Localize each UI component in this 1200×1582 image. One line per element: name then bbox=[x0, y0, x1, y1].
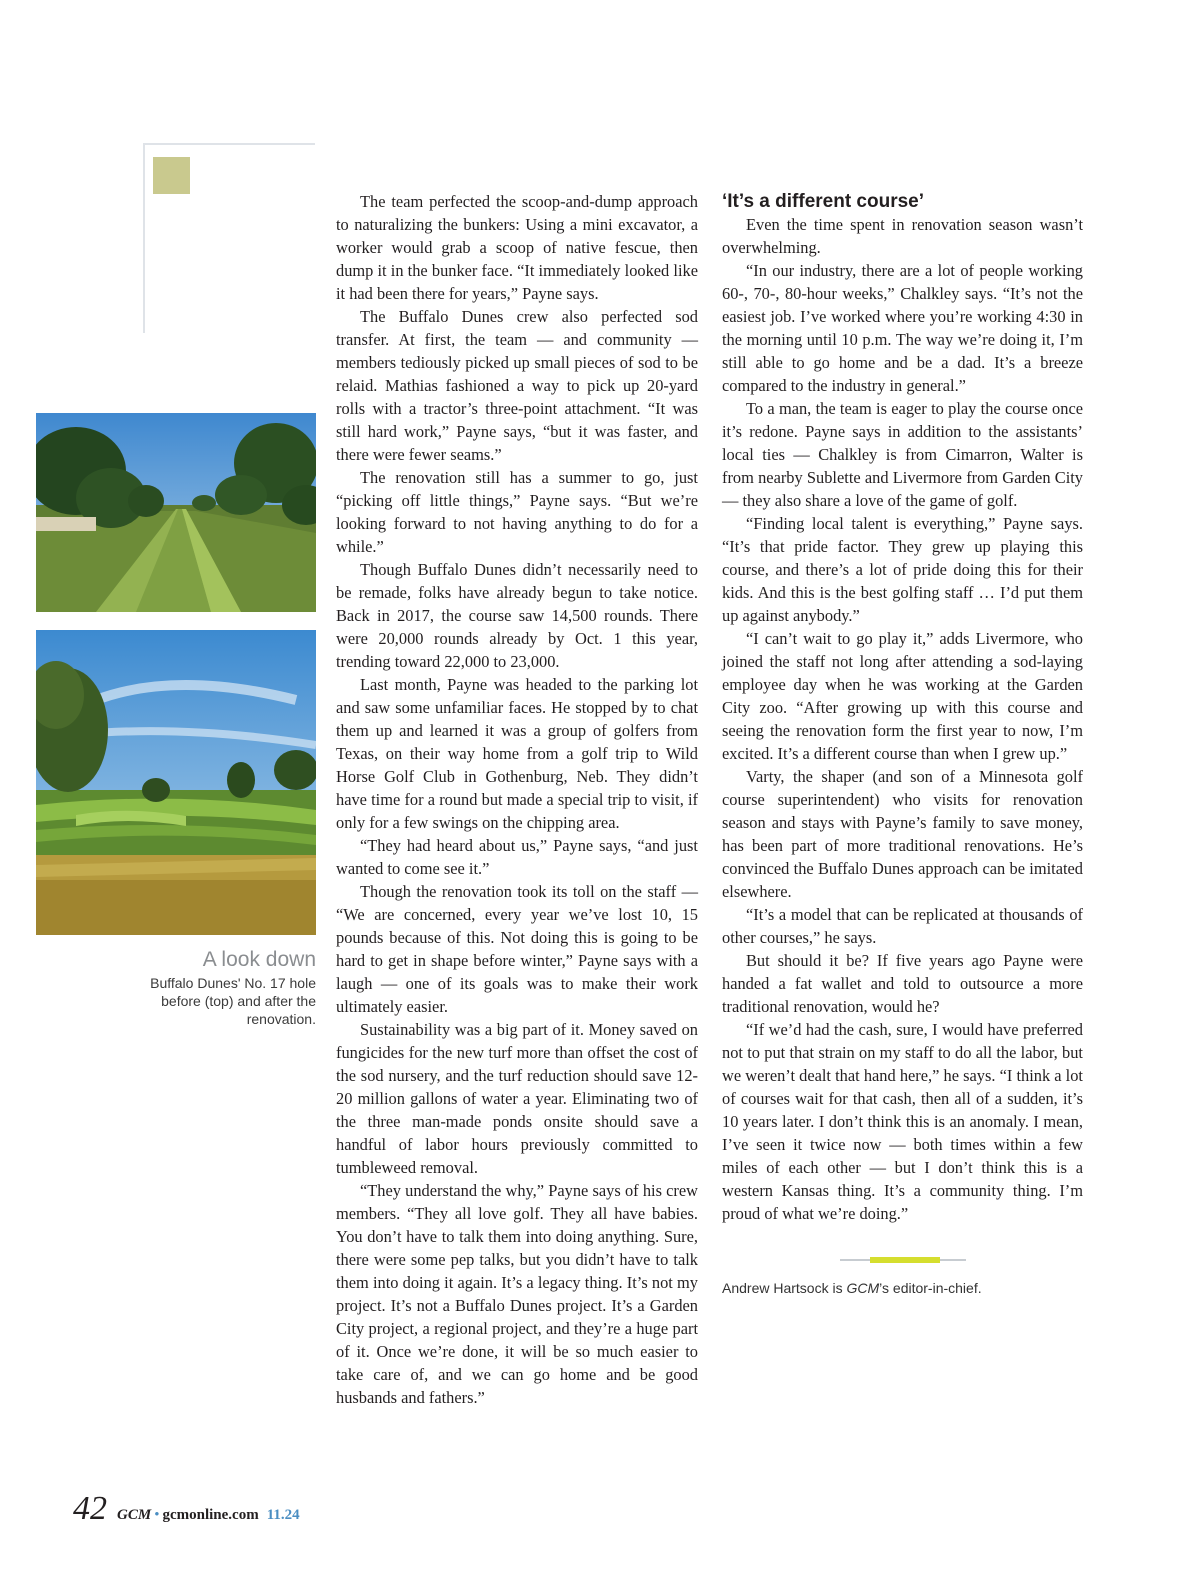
paragraph: “I can’t wait to go play it,” adds Livermore, who joined the staff not long after attending a sod-laying employee day when he was working at the Garden City zoo. “After growing up with this course and seeing the renovation form the first year to now, I’m excited. It’s a different course than when I grew up.” bbox=[722, 629, 1083, 763]
footer-issue: 11.24 bbox=[266, 1507, 300, 1523]
section-subhead: ‘It’s a different course’ bbox=[722, 191, 925, 212]
page-footer bbox=[73, 1490, 300, 1528]
author-bio bbox=[722, 1279, 1083, 1297]
paragraph: The renovation still has a summer to go, just “picking off little things,” Payne says. “But we’re looking forward to not having anything to do for a while.” bbox=[336, 468, 698, 556]
paragraph: Though Buffalo Dunes didn’t necessarily need to be remade, folks have already begun to take notice. Back in 2017, the course saw 14,500 rounds. There were 20,000 rounds already by Oct. 1 this year, trending toward 22,000 to 23,000. bbox=[336, 560, 698, 671]
author-bio-role: ’s editor-in-chief. bbox=[879, 1280, 982, 1296]
paragraph: “In our industry, there are a lot of people working 60-, 70-, 80-hour weeks,” Chalkley says. “It’s not the easiest job. I’ve worked where you’re working 4:30 in the morning until 10 p.m. The way we’re doing it, I’m still able to go home and be a dad. It’s a breeze compared to the industry in general.” bbox=[722, 261, 1083, 395]
paragraph: “If we’d had the cash, sure, I would have preferred not to put that strain on my staff to do all the labor, but we weren’t dealt that hand here,” he says. “I think a lot of courses wait for that cash, then all of a sudden, it’s 10 years later. I don’t think this is an anomaly. I mean, I’ve seen it twice now — both times within a few miles of each other — but I don’t think this is a western Kansas thing. It’s a community thing. I’m proud of what we’re doing.” bbox=[722, 1020, 1083, 1223]
end-rule-accent bbox=[870, 1257, 940, 1263]
footer-website[interactable]: gcmonline.com bbox=[162, 1507, 259, 1523]
paragraph: “They had heard about us,” Payne says, “and just wanted to come see it.” bbox=[336, 836, 698, 878]
decorative-rule-horizontal bbox=[143, 143, 315, 145]
photo-hole-17-after bbox=[36, 630, 316, 935]
photo-caption bbox=[140, 948, 316, 1028]
end-rule bbox=[840, 1259, 966, 1261]
caption-body: Buffalo Dunes' No. 17 hole before (top) and after the renovation. bbox=[150, 975, 316, 1027]
paragraph: “It’s a model that can be replicated at thousands of other courses,” he says. bbox=[722, 905, 1083, 947]
paragraph: Even the time spent in renovation season wasn’t overwhelming. bbox=[722, 215, 1083, 257]
footer-magazine: GCM bbox=[117, 1507, 152, 1523]
paragraph: Though the renovation took its toll on the staff — “We are concerned, every year we’ve lost 10, 15 pounds because of this. Not doing this is going to be hard to get in shape before winter,” Payne says with a laugh — one of its goals was to make their work ultimately easier. bbox=[336, 882, 698, 1016]
caption-title: A look down bbox=[202, 948, 316, 971]
paragraph: Varty, the shaper (and son of a Minnesota golf course superintendent) who visits for renovation season and stays with Payne’s family to save money, has been part of more traditional renovations. He’s convinced the Buffalo Dunes approach can be imitated elsewhere. bbox=[722, 767, 1083, 901]
paragraph: The Buffalo Dunes crew also perfected sod transfer. At first, the team — and community — members tediously picked up small pieces of sod to be relaid. Mathias fashioned a way to pick up 20-yard rolls with a tractor’s three-point attachment. “It was still hard work,” Payne says, “but it was faster, and there were fewer seams.” bbox=[336, 307, 698, 464]
paragraph: Sustainability was a big part of it. Money saved on fungicides for the new turf more than offset the cost of the sod nursery, and the turf reduction should save 12-20 million gallons of water a year. Eliminating two of the three man-made ponds onsite should save a handful of labor hours previously committed to tumbleweed removal. bbox=[336, 1020, 698, 1177]
paragraph: The team perfected the scoop-and-dump approach to naturalizing the bunkers: Using a mini excavator, a worker would grab a scoop of native fescue, then dump it in the bunker face. “It immediately looked like it had been there for years,” Payne says. bbox=[336, 192, 698, 303]
photo-before-illustration bbox=[36, 413, 316, 612]
article-column-1 bbox=[336, 190, 698, 1409]
decorative-rule-vertical bbox=[143, 143, 145, 333]
paragraph: To a man, the team is eager to play the course once it’s redone. Payne says in addition to the assistants’ local ties — Chalkley is from Cimarron, Walter is from nearby Sublette and Livermore from Garden City — they also share a love of the game of golf. bbox=[722, 399, 1083, 510]
paragraph: “Finding local talent is everything,” Payne says. “It’s that pride factor. They grew up playing this course, and there’s a lot of pride doing this for their kids. And this is the best golfing staff … I’d put them up against anybody.” bbox=[722, 514, 1083, 625]
author-bio-magazine: GCM bbox=[846, 1280, 880, 1296]
footer-separator: • bbox=[154, 1507, 160, 1523]
paragraph: “They understand the why,” Payne says of his crew members. “They all love golf. They all have babies. You don’t have to talk them into doing anything. Sure, there were some pep talks, but you didn’t have to talk them into doing it again. It’s a legacy thing. It’s not my project. It’s not a Buffalo Dunes project. It’s a Garden City project, a regional project, and they’re a huge part of it. Once we’re done, it will be so much easier to take care of, and we can go home and be good husbands and fathers.” bbox=[336, 1181, 698, 1407]
page-number: 42 bbox=[73, 1490, 107, 1527]
decorative-square bbox=[153, 157, 190, 194]
author-bio-text: Andrew Hartsock is bbox=[722, 1280, 847, 1296]
paragraph: But should it be? If five years ago Payne were handed a fat wallet and told to outsource a more traditional renovation, would he? bbox=[722, 951, 1083, 1016]
photo-after-illustration bbox=[36, 630, 316, 935]
paragraph: Last month, Payne was headed to the parking lot and saw some unfamiliar faces. He stopped by to chat them up and learned it was a group of golfers from Texas, on their way home from a golf trip to Wild Horse Golf Club in Gothenburg, Neb. They didn’t have time for a round but made a special trip to visit, if only for a few swings on the chipping area. bbox=[336, 675, 698, 832]
photo-hole-17-before bbox=[36, 413, 316, 612]
article-column-2 bbox=[722, 190, 1083, 1297]
